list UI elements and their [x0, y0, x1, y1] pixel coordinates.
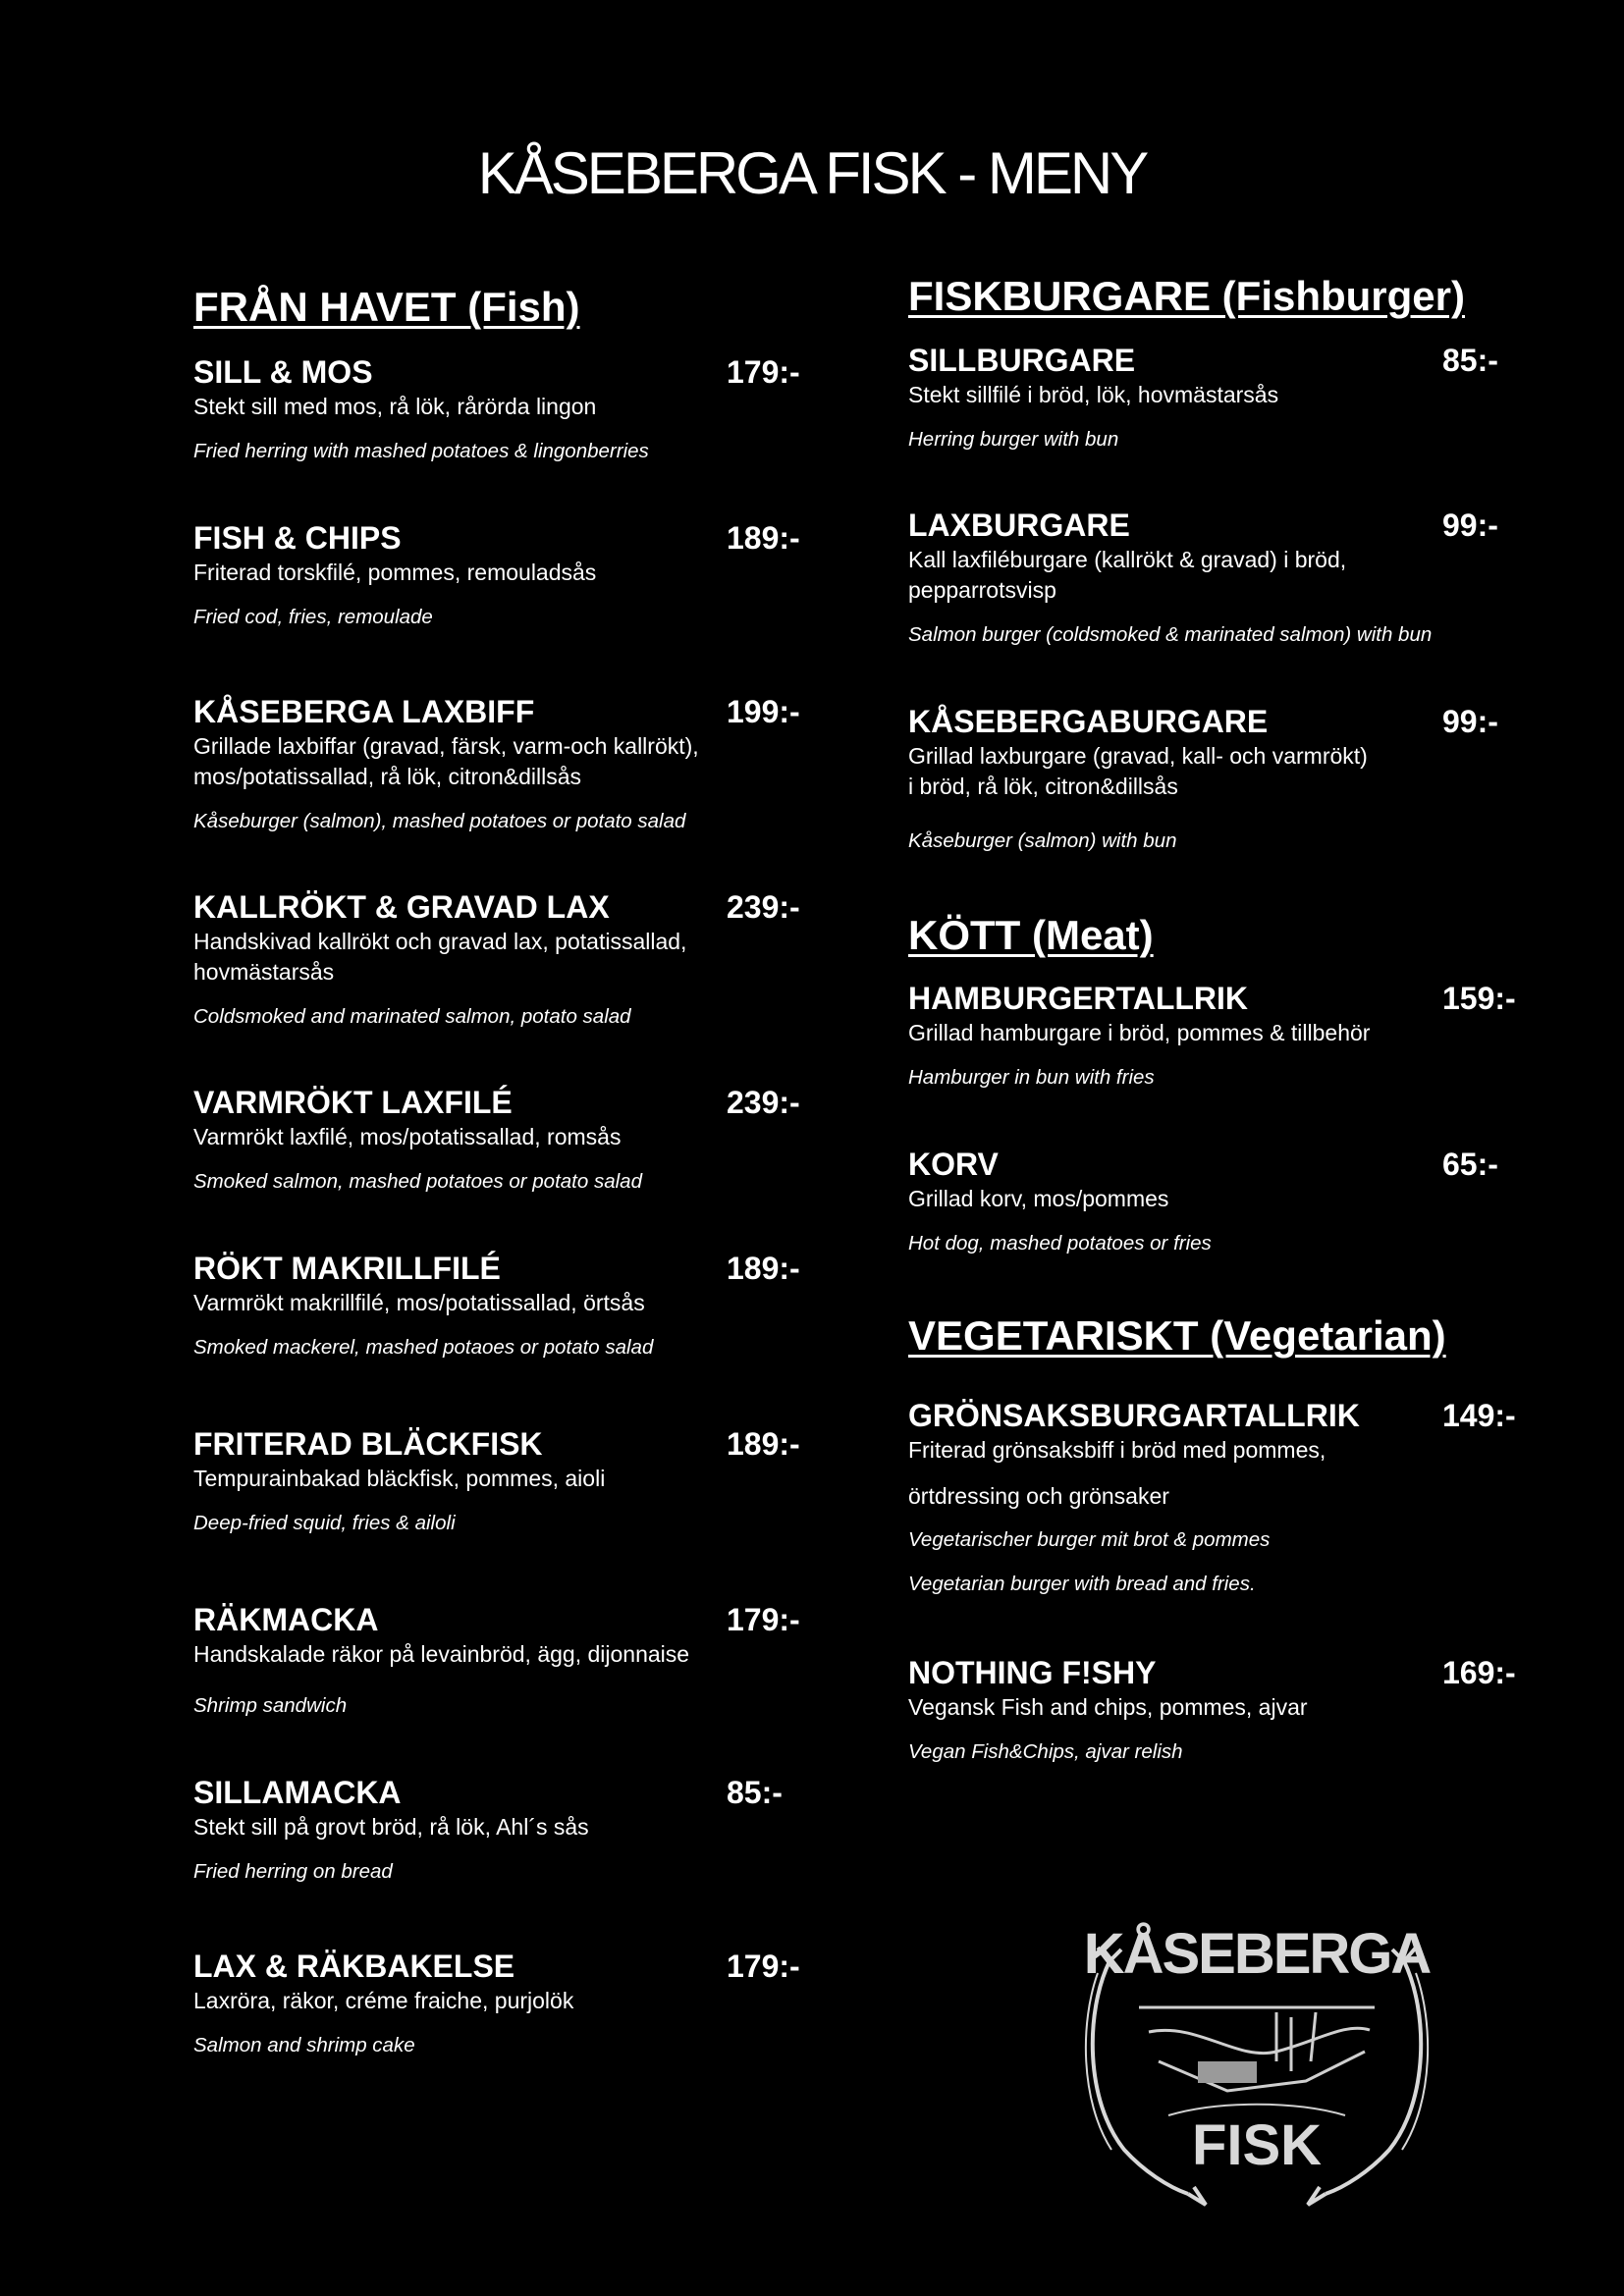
item-description: Grillade laxbiffar (gravad, färsk, varm-och kallrökt),: [193, 733, 699, 759]
item-name: VARMRÖKT LAXFILÉ: [193, 1085, 513, 1120]
item-price: 85:-: [1442, 343, 1498, 378]
page-title: KÅSEBERGA FISK - MENY: [477, 140, 1147, 206]
logo-top-text: KÅSEBERGA: [1083, 1922, 1431, 1986]
item-price: 199:-: [727, 694, 800, 729]
item-translation: Herring burger with bun: [908, 428, 1119, 451]
item-description: pepparrotsvisp: [908, 577, 1056, 603]
kaseberga-fisk-logo: [1080, 1914, 1434, 2209]
item-name: SILLAMACKA: [193, 1775, 402, 1810]
item-name: FISH & CHIPS: [193, 520, 402, 556]
item-translation: Fried cod, fries, remoulade: [193, 606, 433, 628]
item-description: Stekt sillfilé i bröd, lök, hovmästarsås: [908, 382, 1279, 407]
item-translation: Fried herring with mashed potatoes & lingonberries: [193, 440, 649, 462]
item-description: Grillad korv, mos/pommes: [908, 1186, 1169, 1211]
item-price: 85:-: [727, 1775, 783, 1810]
item-translation: Deep-fried squid, fries & ailoli: [193, 1512, 456, 1534]
item-description: Handskalade räkor på levainbröd, ägg, dijonnaise: [193, 1641, 690, 1667]
item-price: 179:-: [727, 1602, 800, 1637]
item-description: Kall laxfiléburgare (kallrökt & gravad) i bröd,: [908, 547, 1347, 572]
item-translation: Hot dog, mashed potatoes or fries: [908, 1232, 1212, 1255]
section-heading-fish: FRÅN HAVET (Fish): [193, 284, 580, 330]
item-translation: Vegan Fish&Chips, ajvar relish: [908, 1740, 1183, 1763]
item-price: 189:-: [727, 1251, 800, 1286]
item-description: Tempurainbakad bläckfisk, pommes, aioli: [193, 1466, 606, 1491]
item-price: 179:-: [727, 1949, 800, 1984]
item-description: Handskivad kallrökt och gravad lax, potatissallad,: [193, 929, 687, 954]
item-name: KÅSEBERGA LAXBIFF: [193, 694, 535, 729]
section-heading-meat: KÖTT (Meat): [908, 912, 1154, 958]
item-translation: Smoked salmon, mashed potatoes or potato salad: [193, 1170, 642, 1193]
item-name: RÖKT MAKRILLFILÉ: [193, 1251, 501, 1286]
item-translation: Smoked mackerel, mashed potaoes or potato salad: [193, 1336, 654, 1359]
item-name: NOTHING F!SHY: [908, 1655, 1157, 1690]
harbour-scene-icon: [1139, 2007, 1375, 2115]
item-name: LAXBURGARE: [908, 507, 1130, 543]
item-translation: Kåseburger (salmon) with bun: [908, 829, 1177, 852]
item-price: 189:-: [727, 520, 800, 556]
item-description: i bröd, rå lök, citron&dillsås: [908, 774, 1178, 799]
item-description: Varmrökt laxfilé, mos/potatissallad, romsås: [193, 1124, 622, 1149]
item-translation: Hamburger in bun with fries: [908, 1066, 1155, 1089]
item-translation: Vegetarian burger with bread and fries.: [908, 1573, 1256, 1595]
item-description: mos/potatissallad, rå lök, citron&dillsås: [193, 764, 581, 789]
item-translation: Salmon burger (coldsmoked & marinated salmon) with bun: [908, 623, 1433, 646]
item-description: Grillad hamburgare i bröd, pommes & tillbehör: [908, 1020, 1371, 1045]
item-description: Laxröra, räkor, créme fraiche, purjolök: [193, 1988, 574, 2013]
item-description: Friterad torskfilé, pommes, remouladsås: [193, 560, 597, 585]
item-price: 169:-: [1442, 1655, 1516, 1690]
item-name: LAX & RÄKBAKELSE: [193, 1949, 515, 1984]
item-name: GRÖNSAKSBURGARTALLRIK: [908, 1398, 1360, 1433]
item-translation: Shrimp sandwich: [193, 1694, 348, 1717]
item-description: örtdressing och grönsaker: [908, 1483, 1169, 1509]
item-description: Vegansk Fish and chips, pommes, ajvar: [908, 1694, 1308, 1720]
item-name: KÅSEBERGABURGARE: [908, 704, 1269, 739]
item-translation: Kåseburger (salmon), mashed potatoes or potato salad: [193, 810, 686, 832]
item-translation: Coldsmoked and marinated salmon, potato salad: [193, 1005, 631, 1028]
item-price: 239:-: [727, 1085, 800, 1120]
item-name: SILLBURGARE: [908, 343, 1136, 378]
item-price: 99:-: [1442, 507, 1498, 543]
left-fish-icon: [1086, 1948, 1206, 2205]
item-description: Friterad grönsaksbiff i bröd med pommes,: [908, 1437, 1326, 1463]
item-name: KORV: [908, 1147, 999, 1182]
item-name: FRITERAD BLÄCKFISK: [193, 1426, 543, 1462]
item-name: RÄKMACKA: [193, 1602, 379, 1637]
logo-bottom-text: FISK: [1191, 2113, 1323, 2177]
item-price: 149:-: [1442, 1398, 1516, 1433]
item-price: 179:-: [727, 354, 800, 390]
right-fish-icon: [1308, 1948, 1428, 2205]
item-name: SILL & MOS: [193, 354, 373, 390]
item-price: 239:-: [727, 889, 800, 925]
item-translation: Vegetarischer burger mit brot & pommes: [908, 1528, 1271, 1551]
item-description: Varmrökt makrillfilé, mos/potatissallad, örtsås: [193, 1290, 645, 1315]
section-heading-vegetarian: VEGETARISKT (Vegetarian): [908, 1312, 1446, 1359]
item-translation: Salmon and shrimp cake: [193, 2034, 415, 2056]
item-description: Grillad laxburgare (gravad, kall- och varmrökt): [908, 743, 1368, 769]
item-description: Stekt sill med mos, rå lök, rårörda lingon: [193, 394, 597, 419]
item-translation: Fried herring on bread: [193, 1860, 393, 1883]
item-description: Stekt sill på grovt bröd, rå lök, Ahl´s sås: [193, 1814, 589, 1840]
section-heading-fishburger: FISKBURGARE (Fishburger): [908, 273, 1465, 319]
item-price: 159:-: [1442, 981, 1516, 1016]
item-name: KALLRÖKT & GRAVAD LAX: [193, 889, 610, 925]
item-price: 189:-: [727, 1426, 800, 1462]
item-price: 99:-: [1442, 704, 1498, 739]
item-description: hovmästarsås: [193, 959, 335, 985]
item-name: HAMBURGERTALLRIK: [908, 981, 1249, 1016]
item-price: 65:-: [1442, 1147, 1498, 1182]
